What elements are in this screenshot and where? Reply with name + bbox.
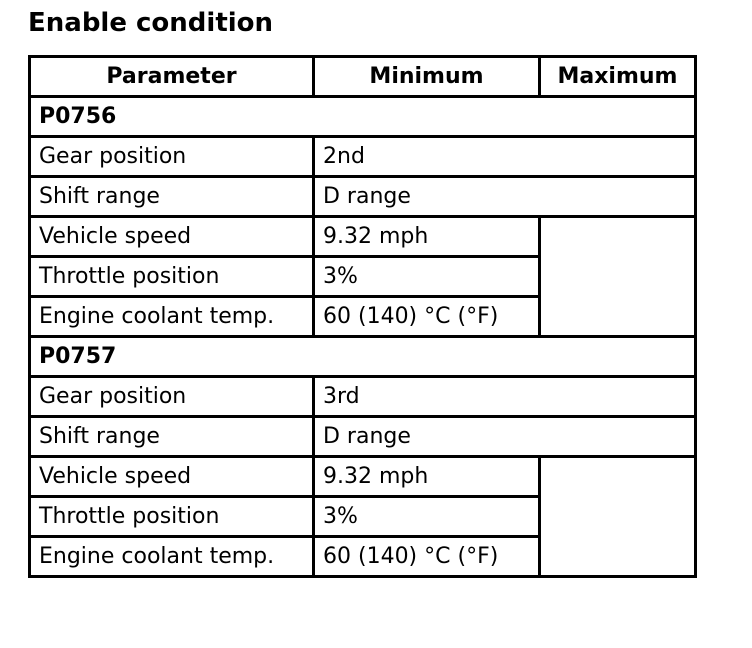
- maximum-cell-empty: [540, 217, 696, 337]
- header-parameter: Parameter: [30, 57, 314, 97]
- page-title: Enable condition: [28, 8, 274, 38]
- table-header-row: [30, 57, 696, 97]
- table-row: [30, 177, 696, 217]
- maximum-cell-empty: [540, 457, 696, 577]
- enable-condition-table: [28, 55, 697, 578]
- parameter-cell: Throttle position: [30, 497, 314, 537]
- table-row: [30, 457, 696, 497]
- minimum-cell: 2nd: [314, 137, 696, 177]
- table-row: [30, 417, 696, 457]
- table-row: [30, 377, 696, 417]
- minimum-cell: D range: [314, 177, 696, 217]
- minimum-cell: 3rd: [314, 377, 696, 417]
- minimum-cell: 3%: [314, 497, 540, 537]
- minimum-cell: 60 (140) °C (°F): [314, 297, 540, 337]
- header-minimum: Minimum: [314, 57, 540, 97]
- parameter-cell: Throttle position: [30, 257, 314, 297]
- table-row: [30, 137, 696, 177]
- header-maximum: Maximum: [540, 57, 696, 97]
- parameter-cell: Engine coolant temp.: [30, 297, 314, 337]
- parameter-cell: Vehicle speed: [30, 457, 314, 497]
- minimum-cell: 9.32 mph: [314, 217, 540, 257]
- parameter-cell: Gear position: [30, 377, 314, 417]
- minimum-cell: 60 (140) °C (°F): [314, 537, 540, 577]
- group-code: P0757: [30, 337, 696, 377]
- minimum-cell: D range: [314, 417, 696, 457]
- group-code: P0756: [30, 97, 696, 137]
- minimum-cell: 3%: [314, 257, 540, 297]
- parameter-cell: Vehicle speed: [30, 217, 314, 257]
- parameter-cell: Engine coolant temp.: [30, 537, 314, 577]
- group-row: [30, 97, 696, 137]
- group-row: [30, 337, 696, 377]
- minimum-cell: 9.32 mph: [314, 457, 540, 497]
- table-row: [30, 217, 696, 257]
- parameter-cell: Shift range: [30, 177, 314, 217]
- parameter-cell: Gear position: [30, 137, 314, 177]
- parameter-cell: Shift range: [30, 417, 314, 457]
